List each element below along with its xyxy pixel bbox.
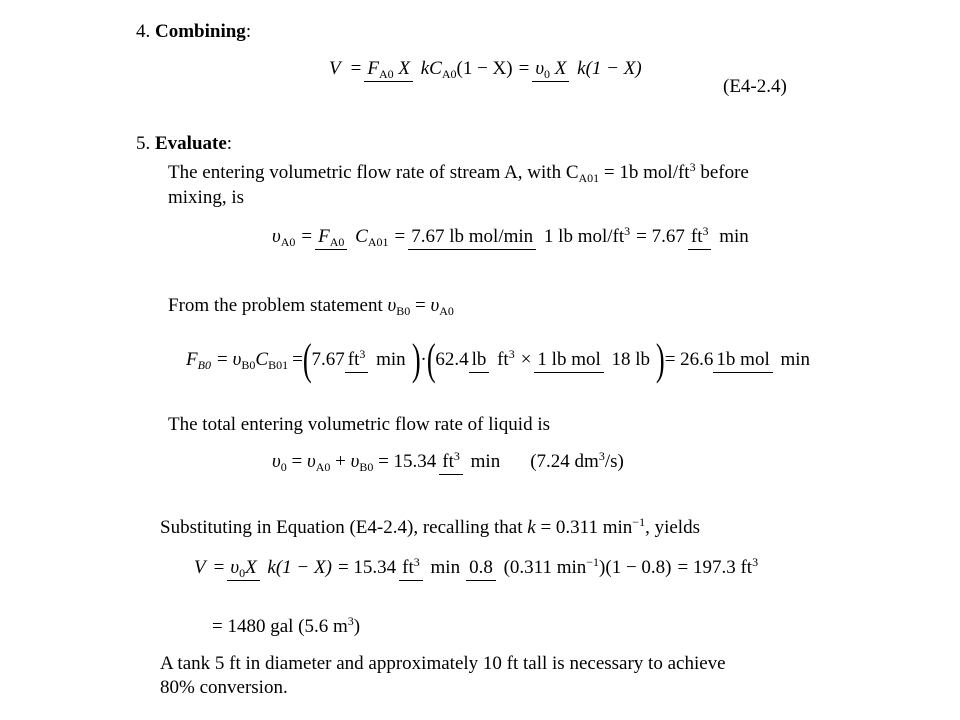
- step-number: 4.: [136, 21, 151, 42]
- equation-fb0: $F_{B0}$ = $\upsilon_{B0}C_{B01}$ = ( 7.67 $ft^3$ min ) · ( 62.4 lb $ft^3$ × 1 lb mol 18 lb ) = 26.6 1b mol min: [186, 338, 816, 382]
- equation-va0: $\upsilon_{A0}$ = $F_{A0}$ $C_{A01}$ = 7.67 lb mol/min 1 lb mol/$ft^3$ = 7.67 $ft^3$ min: [272, 226, 755, 248]
- step-4-heading: 4. Combining:: [136, 21, 252, 42]
- equation-v0: $\upsilon_0 = \upsilon_{A0} + \upsilon_{B0} = 15.34$ $ft^3$ min (7.24 $dm^3/s$): [272, 449, 624, 474]
- paragraph-entering-flow-line2: mixing, is: [168, 187, 245, 208]
- paragraph-total-flow: The total entering volumetric flow rate of liquid is: [168, 414, 551, 435]
- fraction-ft3-per-min: $ft^3$ min: [439, 451, 503, 473]
- eq-lhs: V: [329, 58, 341, 79]
- step-number: 5.: [136, 133, 151, 154]
- fraction-fa0-over-ca01: $F_{A0}$ $C_{A01}$: [315, 226, 391, 248]
- fraction-v0x-over-k: $\upsilon_0$ X k(1 − X): [532, 58, 644, 80]
- step-5-heading: 5. Evaluate:: [136, 133, 233, 154]
- paragraph-conclusion-line2: 80% conversion.: [160, 677, 288, 698]
- fraction-fa0x-over-kca0: $F_{A0}$ X $kC_{A0}(1 - X)$: [364, 58, 515, 80]
- fraction-flow-over-conc: 7.67 lb mol/min 1 lb mol/$ft^3$: [408, 226, 633, 248]
- paragraph-problem-statement: From the problem statement $\upsilon_{B0} = \upsilon_{A0}$: [168, 295, 454, 318]
- fraction-lbmol-per-min: 1b mol min: [713, 349, 813, 371]
- equation-volume-gallons: = 1480 gal (5.6 $m^3$): [212, 614, 361, 637]
- fraction-conversion-over-rate: 0.8 (0.311 $\min^{-1})(1 - 0.8)$: [466, 557, 674, 579]
- fraction-ft3-per-min: $ft^3$ min: [399, 557, 463, 579]
- equation-volume: V = $\upsilon_0X$ k(1 − X) = 15.34 $ft^3$ min 0.8 (0.311 $\min^{-1})(1 - 0.8)$ = 197.3 $ft^3$: [194, 555, 759, 580]
- fraction-lbmol-per-lb: 1 lb mol 18 lb: [534, 349, 653, 371]
- equation-tag: (E4-2.4): [723, 76, 787, 97]
- paragraph-conclusion: A tank 5 ft in diameter and approximately 10 ft tall is necessary to achieve: [160, 653, 726, 674]
- paragraph-substituting: Substituting in Equation (E4-2.4), recalling that k = 0.311 $\min^{-1}$, yields: [160, 515, 700, 538]
- step-title: Combining: [155, 21, 246, 42]
- step-title: Evaluate: [155, 133, 227, 154]
- fraction-ft3-per-min: $ft^3$ min: [688, 226, 752, 248]
- fraction-ft3-per-min: $ft^3$ min: [345, 349, 409, 371]
- paragraph-entering-flow: The entering volumetric flow rate of stream A, with $C_{A01} = 1b$ mol/$ft^3$ before: [168, 160, 749, 185]
- equation-e4-2-4: V = $F_{A0}$ X $kC_{A0}(1 - X)$ = $\upsilon_0$ X k(1 − X): [329, 58, 648, 80]
- fraction-v0x-over-k: $\upsilon_0X$ k(1 − X): [227, 557, 335, 579]
- fraction-lb-per-ft3: lb $ft^3$: [469, 349, 518, 371]
